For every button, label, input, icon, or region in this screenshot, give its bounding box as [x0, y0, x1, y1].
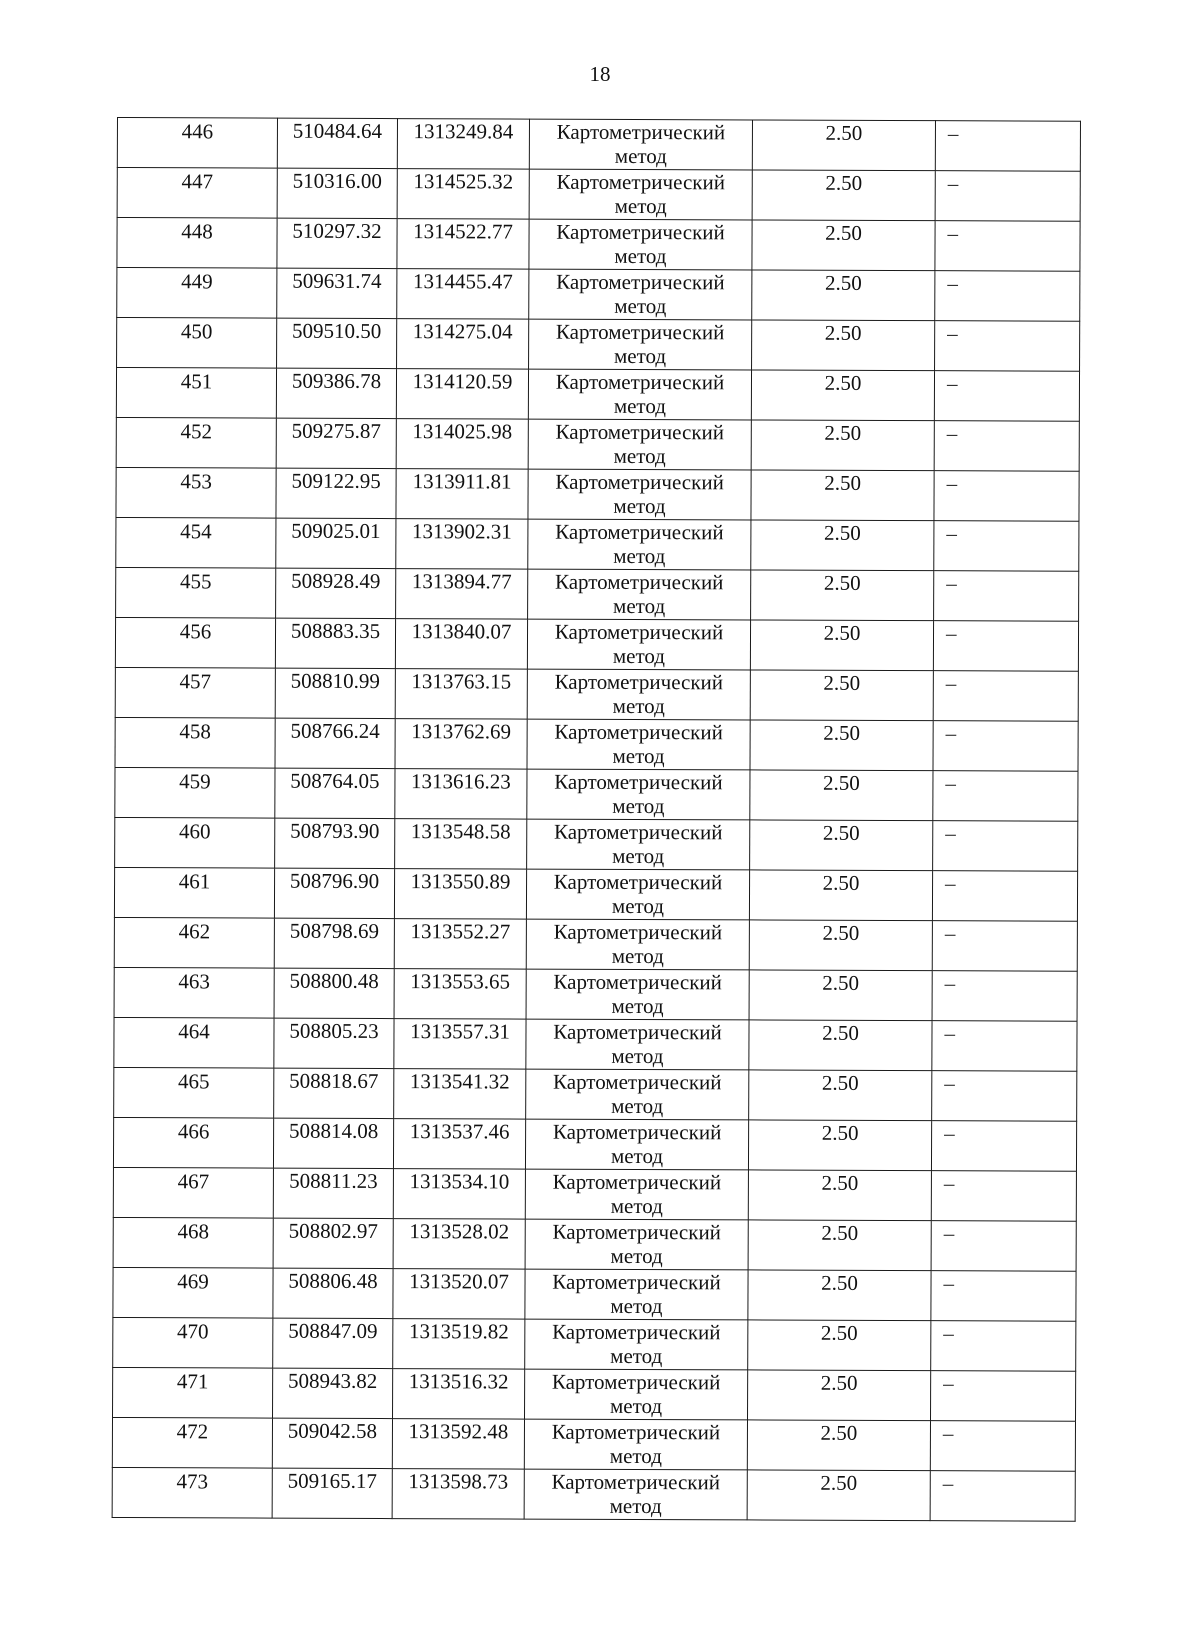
x-coordinate-cell: 508802.97	[273, 1218, 393, 1268]
method-text-line1: Картометрический	[555, 419, 725, 445]
y-coordinate-cell: 1313762.69	[395, 719, 527, 770]
coordinates-table	[112, 117, 1081, 1522]
x-coordinate-cell: 509042.58	[272, 1418, 392, 1468]
table-row	[113, 1267, 1076, 1321]
method-cell	[526, 969, 749, 1020]
method-text-line2: метод	[614, 243, 667, 269]
method-cell	[529, 319, 752, 370]
description-cell: –	[933, 621, 1078, 672]
description-cell: –	[931, 1271, 1076, 1322]
method-text-line2: метод	[613, 543, 666, 569]
method-text-line2: метод	[611, 893, 665, 919]
method-text-line1: Картометрический	[552, 1319, 721, 1345]
accuracy-cell: 2.50	[750, 820, 933, 871]
method-cell	[528, 419, 751, 470]
method-text-line1: Картометрический	[553, 819, 723, 845]
x-coordinate-cell: 508847.09	[273, 1318, 393, 1368]
x-coordinate-cell: 508810.99	[275, 668, 395, 718]
x-coordinate-cell: 508806.48	[273, 1268, 393, 1318]
x-coordinate-cell: 509631.74	[277, 268, 397, 318]
table-row	[113, 1367, 1076, 1421]
x-coordinate-cell: 508800.48	[274, 968, 394, 1018]
x-coordinate-cell: 510316.00	[277, 168, 397, 218]
method-text-line2: метод	[610, 1143, 664, 1169]
x-coordinate-cell: 508818.67	[274, 1068, 394, 1118]
y-coordinate-cell: 1313911.81	[396, 469, 528, 520]
method-text-line2: метод	[610, 1243, 663, 1269]
y-coordinate-cell: 1314025.98	[396, 419, 528, 470]
method-text-line2: метод	[613, 343, 667, 369]
x-coordinate-cell: 509165.17	[272, 1468, 392, 1518]
point-number-cell: 460	[115, 817, 275, 868]
point-number-cell: 465	[114, 1067, 274, 1118]
table-row	[117, 118, 1080, 172]
accuracy-cell: 2.50	[750, 720, 933, 771]
description-cell: –	[931, 1221, 1076, 1272]
accuracy-cell: 2.50	[749, 920, 932, 971]
table-row	[115, 717, 1078, 771]
point-number-cell: 463	[114, 967, 274, 1018]
method-text-line2: метод	[612, 643, 666, 669]
method-cell	[525, 1119, 748, 1170]
point-number-cell: 456	[115, 617, 275, 668]
description-cell: –	[931, 1121, 1076, 1172]
method-text-line2: метод	[610, 1293, 663, 1319]
point-number-cell: 450	[117, 318, 277, 369]
description-cell: –	[930, 1421, 1075, 1472]
y-coordinate-cell: 1313541.32	[394, 1069, 526, 1120]
table-row	[114, 867, 1077, 921]
method-text-line1: Картометрический	[551, 1469, 721, 1495]
accuracy-cell: 2.50	[751, 520, 934, 571]
method-text-line2: метод	[613, 493, 666, 519]
description-cell: –	[933, 671, 1078, 722]
table-row	[116, 567, 1079, 621]
point-number-cell: 470	[113, 1317, 273, 1368]
method-cell	[526, 869, 749, 920]
method-text-line1: Картометрический	[554, 569, 724, 595]
description-cell: –	[931, 1371, 1076, 1422]
method-text-line1: Картометрический	[553, 1019, 722, 1045]
method-cell	[526, 1069, 749, 1120]
method-text-line1: Картометрический	[553, 869, 723, 895]
table-row	[114, 967, 1077, 1021]
accuracy-cell: 2.50	[748, 1270, 931, 1321]
method-cell	[524, 1469, 747, 1520]
table-row	[116, 368, 1079, 422]
method-text-line2: метод	[614, 193, 667, 219]
y-coordinate-cell: 1313520.07	[393, 1269, 525, 1320]
method-cell	[528, 469, 751, 520]
description-cell: –	[932, 1021, 1077, 1072]
point-number-cell: 468	[113, 1217, 273, 1268]
point-number-cell: 454	[116, 517, 276, 568]
description-cell: –	[935, 221, 1080, 272]
point-number-cell: 458	[115, 717, 275, 768]
accuracy-cell: 2.50	[752, 120, 935, 171]
point-number-cell: 466	[113, 1117, 273, 1168]
method-cell	[528, 519, 751, 570]
point-number-cell: 467	[113, 1167, 273, 1218]
accuracy-cell: 2.50	[751, 420, 934, 471]
y-coordinate-cell: 1313516.32	[393, 1369, 525, 1420]
y-coordinate-cell: 1313557.31	[394, 1019, 526, 1070]
x-coordinate-cell: 508796.90	[274, 868, 394, 918]
accuracy-cell: 2.50	[751, 470, 934, 521]
point-number-cell: 462	[114, 917, 274, 968]
point-number-cell: 464	[114, 1017, 274, 1068]
x-coordinate-cell: 508805.23	[274, 1018, 394, 1068]
description-cell: –	[931, 1321, 1076, 1372]
method-text-line1: Картометрический	[553, 919, 723, 945]
y-coordinate-cell: 1313249.84	[397, 119, 529, 170]
method-cell	[526, 919, 749, 970]
x-coordinate-cell: 510297.32	[277, 218, 397, 268]
description-cell: –	[932, 871, 1077, 922]
method-text-line2: метод	[609, 1393, 663, 1419]
x-coordinate-cell: 508814.08	[273, 1118, 393, 1168]
accuracy-cell: 2.50	[751, 570, 934, 621]
table-row	[113, 1117, 1076, 1171]
y-coordinate-cell: 1314525.32	[397, 169, 529, 220]
accuracy-cell: 2.50	[751, 370, 934, 421]
point-number-cell: 459	[115, 767, 275, 818]
description-cell: –	[934, 371, 1079, 422]
method-cell	[528, 369, 751, 420]
method-text-line2: метод	[613, 593, 666, 619]
description-cell: –	[933, 721, 1078, 772]
method-cell	[529, 169, 752, 220]
method-text-line1: Картометрический	[552, 1169, 722, 1195]
method-cell	[524, 1419, 747, 1470]
x-coordinate-cell: 508811.23	[273, 1168, 393, 1218]
y-coordinate-cell: 1313552.27	[394, 919, 526, 970]
y-coordinate-cell: 1313616.23	[395, 769, 527, 820]
table-row	[113, 1167, 1076, 1221]
method-text-line1: Картометрический	[555, 469, 724, 495]
accuracy-cell: 2.50	[752, 320, 935, 371]
point-number-cell: 472	[112, 1417, 272, 1468]
point-number-cell: 461	[114, 867, 274, 918]
accuracy-cell: 2.50	[749, 970, 932, 1021]
table-row	[117, 268, 1080, 322]
y-coordinate-cell: 1313537.46	[393, 1119, 525, 1170]
method-cell	[527, 669, 750, 720]
method-text-line1: Картометрический	[555, 519, 724, 545]
accuracy-cell: 2.50	[749, 1020, 932, 1071]
table-row	[117, 168, 1080, 222]
point-number-cell: 473	[112, 1467, 272, 1518]
method-text-line1: Картометрический	[552, 1219, 722, 1245]
method-cell	[526, 1019, 749, 1070]
method-text-line2: метод	[612, 743, 665, 769]
method-cell	[529, 269, 752, 320]
description-cell: –	[932, 921, 1077, 972]
y-coordinate-cell: 1313840.07	[395, 619, 527, 670]
method-cell	[528, 569, 751, 620]
description-cell: –	[935, 271, 1080, 322]
description-cell: –	[935, 121, 1080, 172]
table-row	[117, 218, 1080, 272]
accuracy-cell: 2.50	[747, 1470, 930, 1521]
point-number-cell: 469	[113, 1267, 273, 1318]
table-row	[115, 817, 1078, 871]
method-text-line2: метод	[611, 993, 664, 1019]
y-coordinate-cell: 1313553.65	[394, 969, 526, 1020]
method-cell	[525, 1319, 748, 1370]
accuracy-cell: 2.50	[750, 620, 933, 671]
method-text-line1: Картометрический	[553, 969, 722, 995]
x-coordinate-cell: 508798.69	[274, 918, 394, 968]
description-cell: –	[934, 421, 1079, 472]
accuracy-cell: 2.50	[748, 1220, 931, 1271]
method-text-line2: метод	[612, 843, 665, 869]
method-text-line1: Картометрический	[554, 669, 724, 695]
point-number-cell: 449	[117, 268, 277, 319]
table-row	[115, 767, 1078, 821]
description-cell: –	[934, 571, 1079, 622]
method-text-line2: метод	[611, 1093, 664, 1119]
accuracy-cell: 2.50	[748, 1320, 931, 1371]
y-coordinate-cell: 1313763.15	[395, 669, 527, 720]
accuracy-cell: 2.50	[752, 170, 935, 221]
accuracy-cell: 2.50	[749, 1070, 932, 1121]
y-coordinate-cell: 1313598.73	[392, 1469, 524, 1520]
table-row	[112, 1417, 1075, 1471]
x-coordinate-cell: 508883.35	[275, 618, 395, 668]
accuracy-cell: 2.50	[748, 1370, 931, 1421]
accuracy-cell: 2.50	[752, 270, 935, 321]
x-coordinate-cell: 509025.01	[276, 518, 396, 568]
method-cell	[527, 769, 750, 820]
y-coordinate-cell: 1314275.04	[397, 319, 529, 370]
y-coordinate-cell: 1313534.10	[393, 1169, 525, 1220]
method-cell	[525, 1369, 748, 1420]
coordinates-table-body	[112, 118, 1080, 1522]
method-text-line2: метод	[614, 143, 667, 169]
method-text-line1: Картометрический	[554, 619, 724, 645]
accuracy-cell: 2.50	[750, 770, 933, 821]
table-row	[112, 1467, 1075, 1521]
method-text-line2: метод	[611, 1043, 664, 1069]
x-coordinate-cell: 509275.87	[276, 418, 396, 468]
x-coordinate-cell: 510484.64	[277, 118, 397, 168]
x-coordinate-cell: 508766.24	[275, 718, 395, 768]
description-cell: –	[933, 821, 1078, 872]
y-coordinate-cell: 1314455.47	[397, 269, 529, 320]
table-row	[114, 917, 1077, 971]
y-coordinate-cell: 1313548.58	[395, 819, 527, 870]
table-row	[115, 667, 1078, 721]
method-text-line1: Картометрический	[554, 769, 723, 795]
description-cell: –	[932, 1071, 1077, 1122]
table-row	[115, 617, 1078, 671]
description-cell: –	[934, 471, 1079, 522]
method-text-line1: Картометрический	[556, 269, 725, 295]
y-coordinate-cell: 1313902.31	[396, 519, 528, 570]
y-coordinate-cell: 1313592.48	[392, 1419, 524, 1470]
method-text-line2: метод	[614, 293, 667, 319]
method-text-line2: метод	[610, 1343, 663, 1369]
point-number-cell: 471	[113, 1367, 273, 1418]
method-text-line2: метод	[609, 1493, 662, 1519]
method-text-line1: Картометрический	[556, 219, 725, 245]
point-number-cell: 448	[117, 218, 277, 269]
method-text-line1: Картометрический	[555, 319, 725, 345]
x-coordinate-cell: 508928.49	[276, 568, 396, 618]
method-text-line1: Картометрический	[551, 1369, 721, 1395]
page-number: 18	[589, 62, 611, 86]
table-row	[116, 417, 1079, 471]
accuracy-cell: 2.50	[749, 870, 932, 921]
x-coordinate-cell: 508793.90	[275, 818, 395, 868]
x-coordinate-cell: 509122.95	[276, 468, 396, 518]
x-coordinate-cell: 508764.05	[275, 768, 395, 818]
method-text-line1: Картометрический	[554, 719, 723, 745]
y-coordinate-cell: 1314120.59	[396, 369, 528, 420]
method-text-line2: метод	[611, 943, 664, 969]
method-text-line2: метод	[610, 1193, 663, 1219]
point-number-cell: 452	[116, 417, 276, 468]
description-cell: –	[934, 521, 1079, 572]
method-text-line1: Картометрический	[552, 1269, 721, 1295]
method-cell	[527, 619, 750, 670]
accuracy-cell: 2.50	[752, 220, 935, 271]
description-cell: –	[931, 1171, 1076, 1222]
method-cell	[529, 119, 752, 170]
point-number-cell: 446	[117, 118, 277, 169]
x-coordinate-cell: 509510.50	[277, 318, 397, 368]
point-number-cell: 447	[117, 168, 277, 219]
method-cell	[527, 719, 750, 770]
y-coordinate-cell: 1313550.89	[394, 869, 526, 920]
accuracy-cell: 2.50	[747, 1420, 930, 1471]
y-coordinate-cell: 1313894.77	[396, 569, 528, 620]
x-coordinate-cell: 508943.82	[273, 1368, 393, 1418]
method-cell	[529, 219, 752, 270]
y-coordinate-cell: 1314522.77	[397, 219, 529, 270]
y-coordinate-cell: 1313519.82	[393, 1319, 525, 1370]
method-cell	[525, 1269, 748, 1320]
accuracy-cell: 2.50	[750, 670, 933, 721]
table-row	[116, 517, 1079, 571]
point-number-cell: 453	[116, 467, 276, 518]
method-text-line2: метод	[612, 693, 665, 719]
method-text-line2: метод	[613, 393, 666, 419]
y-coordinate-cell: 1313528.02	[393, 1219, 525, 1270]
description-cell: –	[932, 971, 1077, 1022]
point-number-cell: 451	[116, 368, 276, 419]
accuracy-cell: 2.50	[748, 1170, 931, 1221]
method-cell	[525, 1219, 748, 1270]
table-row	[113, 1217, 1076, 1271]
method-text-line2: метод	[612, 793, 665, 819]
method-cell	[527, 819, 750, 870]
point-number-cell: 455	[116, 567, 276, 618]
method-text-line1: Картометрический	[551, 1419, 721, 1445]
description-cell: –	[933, 771, 1078, 822]
description-cell: –	[930, 1471, 1075, 1522]
method-text-line1: Картометрический	[552, 1119, 722, 1145]
method-text-line2: метод	[609, 1443, 662, 1469]
method-text-line1: Картометрический	[556, 119, 726, 145]
accuracy-cell: 2.50	[748, 1120, 931, 1171]
table-row	[114, 1067, 1077, 1121]
description-cell: –	[935, 321, 1080, 372]
method-text-line1: Картометрический	[553, 1069, 722, 1095]
table-row	[113, 1317, 1076, 1371]
method-text-line1: Картометрический	[555, 369, 725, 395]
method-text-line1: Картометрический	[556, 169, 726, 195]
point-number-cell: 457	[115, 667, 275, 718]
table-row	[114, 1017, 1077, 1071]
description-cell: –	[935, 171, 1080, 222]
method-cell	[525, 1169, 748, 1220]
method-text-line2: метод	[613, 443, 666, 469]
table-row	[117, 318, 1080, 372]
x-coordinate-cell: 509386.78	[276, 368, 396, 418]
table-row	[116, 467, 1079, 521]
